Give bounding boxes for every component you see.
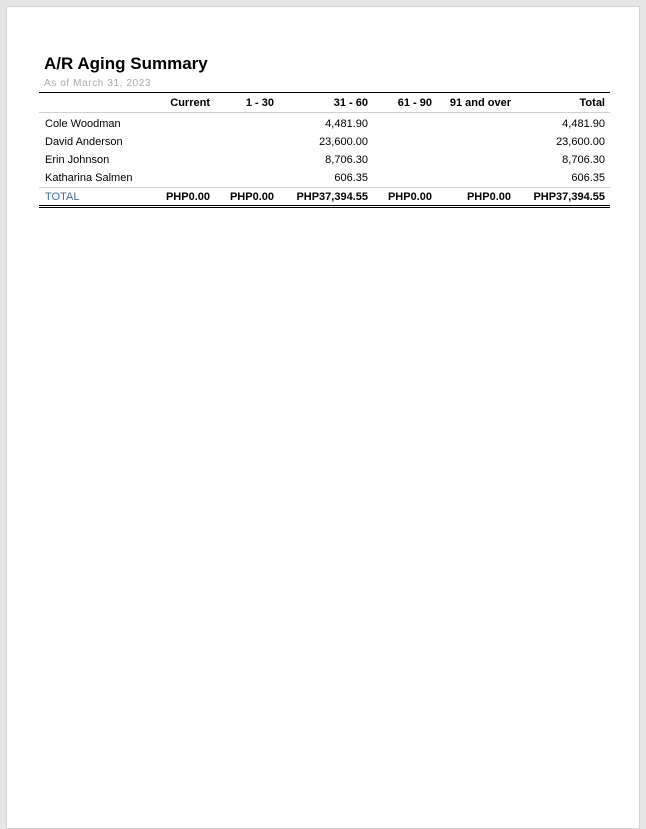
total-61-90[interactable]: PHP0.00 — [387, 190, 432, 203]
totals-label: TOTAL — [45, 190, 80, 203]
column-header-total: Total — [579, 96, 605, 109]
cell-31-60[interactable]: 606.35 — [334, 172, 368, 184]
column-header-1-30: 1 - 30 — [245, 96, 274, 109]
table-row — [39, 169, 610, 188]
cell-current — [149, 169, 215, 188]
cell-31-60[interactable]: 8,706.30 — [325, 154, 368, 166]
column-header-91-over: 91 and over — [449, 96, 511, 109]
cell-1-30 — [215, 133, 279, 151]
total-1-30[interactable]: PHP0.00 — [229, 190, 274, 203]
cell-91-over — [437, 151, 516, 169]
cell-61-90 — [373, 169, 437, 188]
cell-91-over — [437, 169, 516, 188]
table-row — [39, 133, 610, 151]
column-header-61-90: 61 - 90 — [397, 96, 432, 109]
report-title: A/R Aging Summary — [44, 54, 208, 73]
cell-91-over — [437, 133, 516, 151]
customer-name[interactable]: Erin Johnson — [45, 154, 110, 166]
cell-current — [149, 151, 215, 169]
column-header-current: Current — [170, 96, 210, 109]
aging-table — [39, 92, 610, 208]
customer-name[interactable]: Cole Woodman — [45, 118, 121, 130]
totals-row — [39, 188, 610, 207]
total-91-over[interactable]: PHP0.00 — [466, 190, 511, 203]
cell-total[interactable]: 4,481.90 — [562, 118, 605, 130]
table-row — [39, 151, 610, 169]
cell-61-90 — [373, 151, 437, 169]
total-current[interactable]: PHP0.00 — [165, 190, 210, 203]
cell-61-90 — [373, 133, 437, 151]
cell-61-90 — [373, 113, 437, 134]
cell-31-60[interactable]: 4,481.90 — [325, 118, 368, 130]
total-31-60[interactable]: PHP37,394.55 — [296, 190, 368, 203]
cell-total[interactable]: 23,600.00 — [556, 136, 605, 148]
cell-31-60[interactable]: 23,600.00 — [319, 136, 368, 148]
total-grand[interactable]: PHP37,394.55 — [533, 190, 605, 203]
table-header-row — [39, 93, 610, 113]
cell-total[interactable]: 8,706.30 — [562, 154, 605, 166]
table-row — [39, 113, 610, 134]
cell-1-30 — [215, 169, 279, 188]
report-page — [6, 6, 640, 829]
cell-total[interactable]: 606.35 — [571, 172, 605, 184]
cell-1-30 — [215, 113, 279, 134]
cell-1-30 — [215, 151, 279, 169]
cell-current — [149, 133, 215, 151]
customer-name[interactable]: David Anderson — [45, 136, 123, 148]
cell-current — [149, 113, 215, 134]
cell-91-over — [437, 113, 516, 134]
customer-name[interactable]: Katharina Salmen — [45, 172, 133, 184]
column-header-customer — [39, 93, 149, 113]
aging-table-container — [39, 92, 610, 208]
report-date: As of March 31, 2023 — [44, 78, 152, 89]
column-header-31-60: 31 - 60 — [333, 96, 368, 109]
